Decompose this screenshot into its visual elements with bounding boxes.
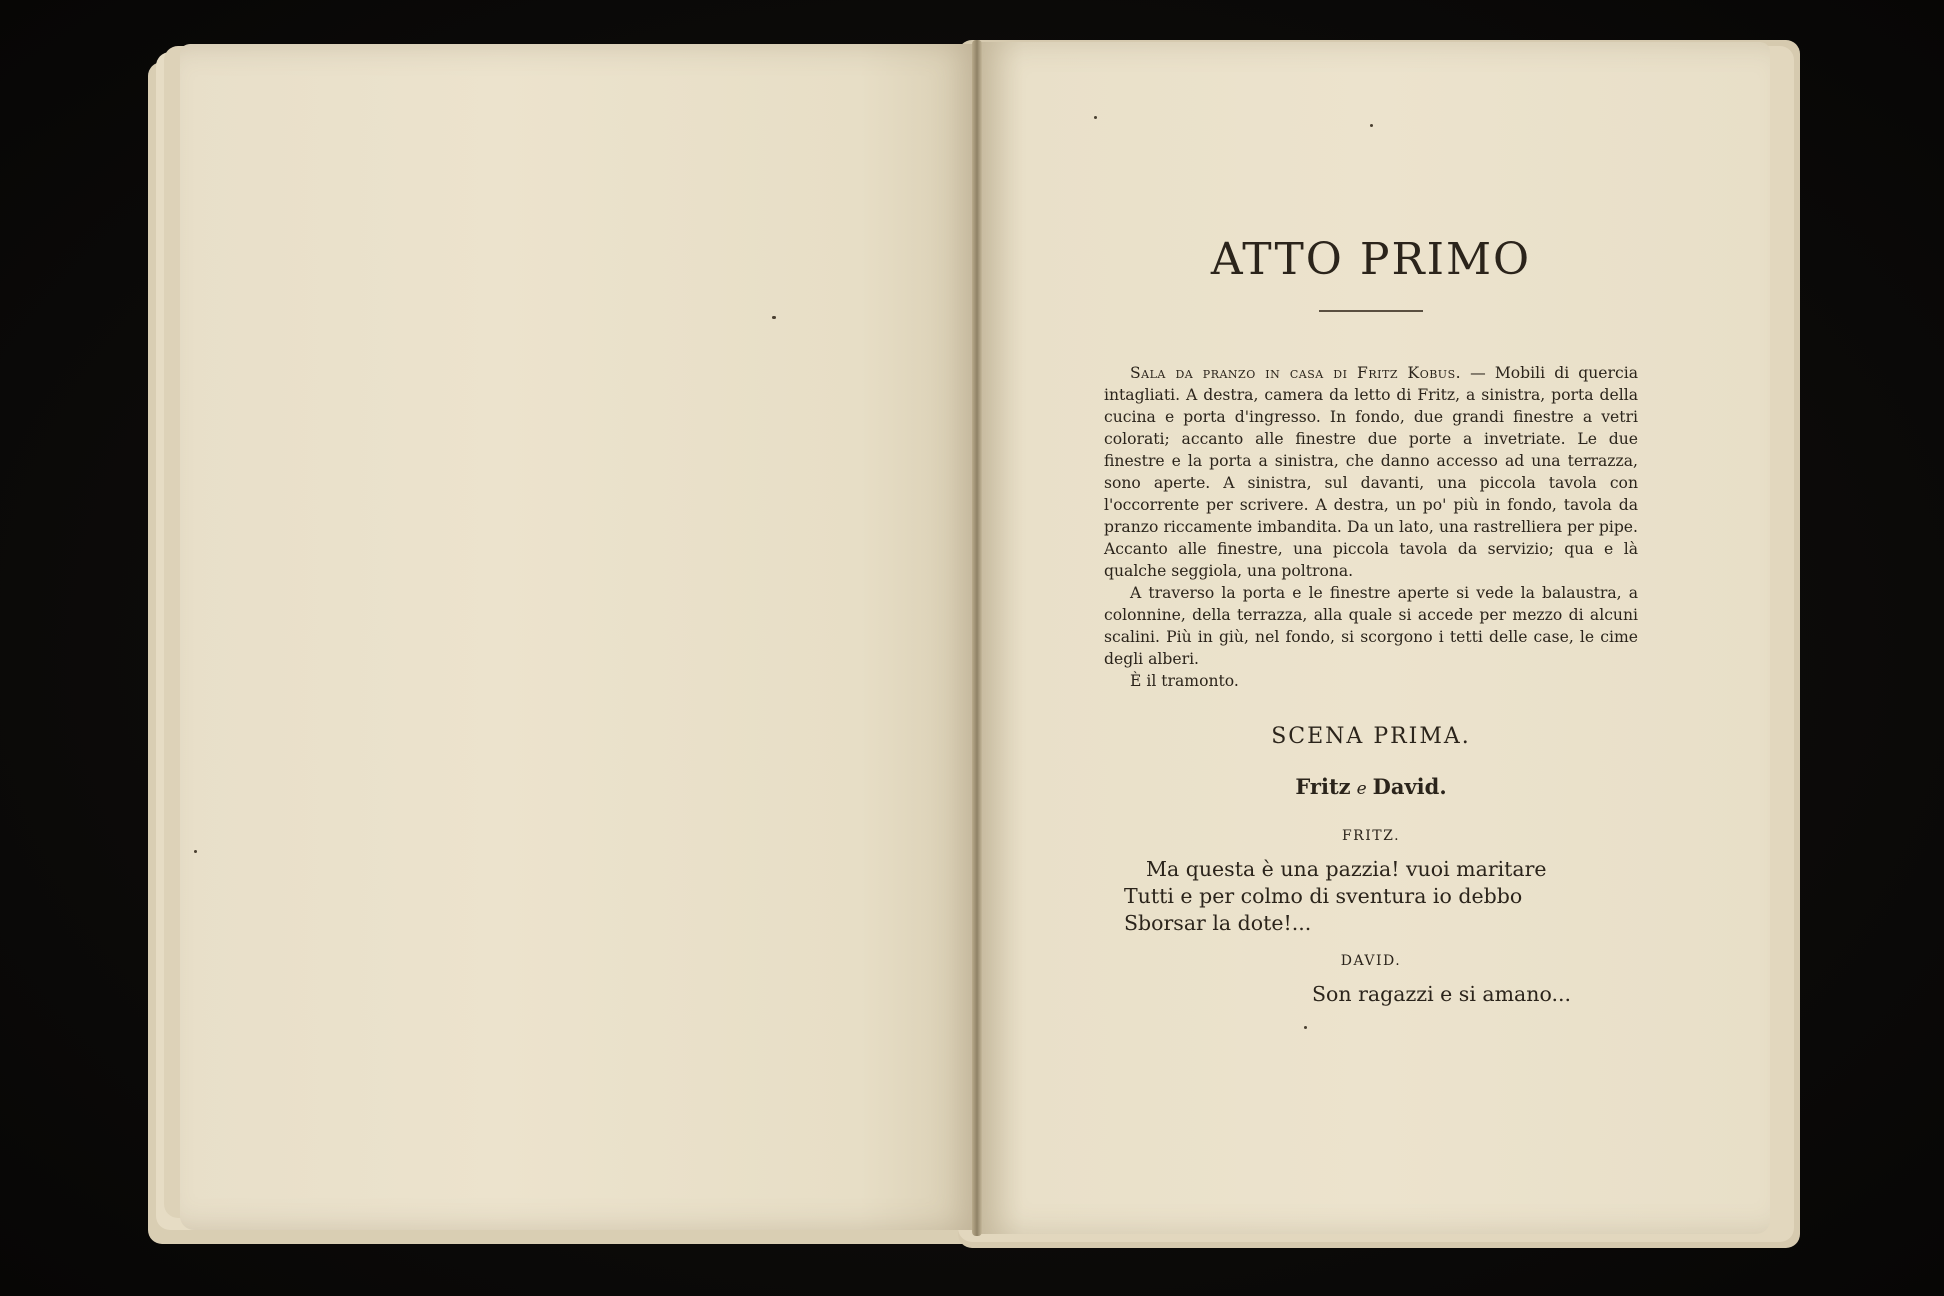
characters-line	[1104, 772, 1638, 804]
stage-direction-paragraph: È il tramonto.	[1130, 672, 1239, 690]
setting-heading: Sala da pranzo in casa di Fritz Kobus.	[1130, 364, 1462, 382]
paper-speck	[772, 316, 776, 319]
stage-direction	[1104, 362, 1638, 692]
scene-title: SCENA PRIMA.	[1271, 724, 1471, 749]
speaker-label: DAVID.	[1340, 953, 1402, 969]
paper-speck	[1370, 124, 1373, 127]
stage-direction-paragraph	[1104, 362, 1638, 582]
verse-line: Sborsar la dote!...	[1124, 911, 1312, 935]
verse-line: Son ragazzi e si amano...	[1312, 982, 1572, 1006]
left-page-blank	[180, 44, 980, 1230]
setting-description: — Mobili di quercia intagliati. A destra, camera da letto di Fritz, a sinistra, porta della cucina e porta d'ingresso. In fondo, due grandi finestre a vetri colorati; accanto alle finestre due porte a invetriate. Le due finestre e la porta a sinistra, che danno accesso ad una terrazza, sono aperte. A sinistra, sul davanti, una piccola tavola con l'occorrente per scrivere. A destra, un po' più in fondo, tavola da pranzo riccamente imbandita. Da un lato, una rastrelliera per pipe. Accanto alle finestre, una piccola tavola da servizio; qua e là qualche seggiola, una poltrona.	[1104, 364, 1638, 580]
verse-block	[1104, 856, 1638, 937]
paper-speck	[194, 850, 197, 853]
speaker-label: FRITZ.	[1341, 828, 1401, 844]
act-title: ATTO PRIMO	[1210, 234, 1532, 285]
right-page-text	[1104, 228, 1638, 1008]
title-rule-divider	[1319, 310, 1423, 312]
book-gutter	[972, 40, 982, 1236]
character-conjunction: e	[1356, 779, 1367, 799]
paper-speck	[1304, 1026, 1307, 1029]
paper-speck	[1094, 116, 1097, 119]
verse-line: Tutti e per colmo di sventura io debbo	[1124, 884, 1523, 908]
character-name: Fritz	[1295, 774, 1351, 799]
stage-direction-paragraph: A traverso la porta e le finestre aperte si vede la balaustra, a colonnine, della terrazza, alla quale si accede per mezzo di alcuni scalini. Più in giù, nel fondo, si scorgono i tetti delle case, le cime degli alberi.	[1104, 584, 1638, 668]
character-name: David.	[1372, 774, 1447, 799]
verse-line: Ma questa è una pazzia! vuoi maritare	[1146, 857, 1547, 881]
